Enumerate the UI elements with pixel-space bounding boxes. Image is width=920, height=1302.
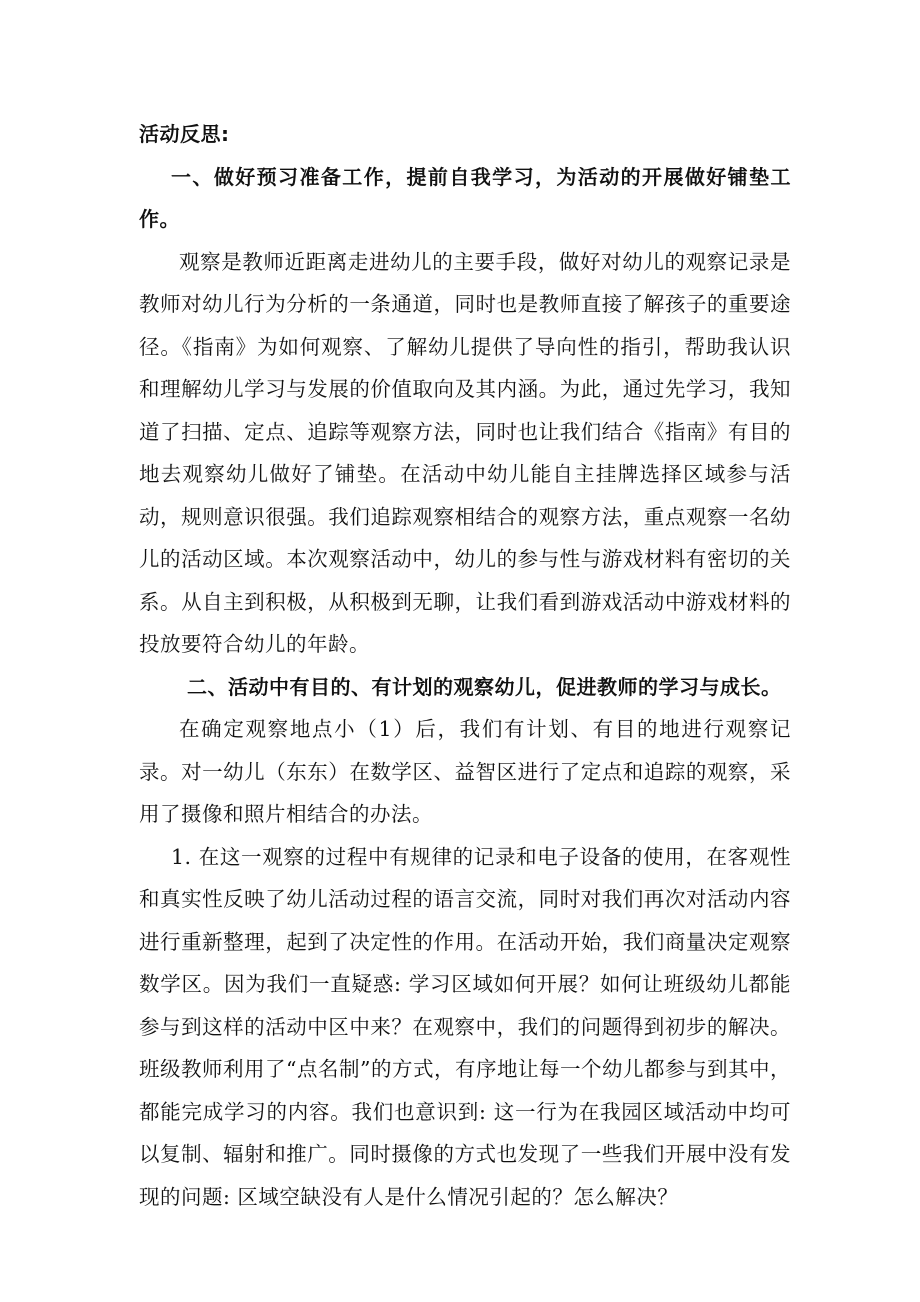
document-body (139, 113, 791, 1218)
numbered-item-1: 1. 在这一观察的过程中有规律的记录和电子设备的使用，在客观性和真实性反映了幼儿活动过程的语言交流，同时对我们再次对活动内容进行重新整理，起到了决定性的作用。在活动开始，我们商量决定观察数学区。因为我们一直疑惑: 学习区域如何开展？如何让班级幼儿都能参与到这样的活动中区中来？在观察中，我们的问题得到初步的解决。班级教师利用了“点名制”的方式，有序地让每一个幼儿都参与到其中，都能完成学习的内容。我们也意识到: 这一行为在我园区域活动中均可以复制、辐射和推广。同时摄像的方式也发现了一些我们开展中没有发现的问题: 区域空缺没有人是什么情况引起的？怎么解决？ (139, 844, 791, 1209)
section-2-paragraph: 在确定观察地点小（1）后，我们有计划、有目的地进行观察记录。对一幼儿（东东）在数学区、益智区进行了定点和追踪的观察，采用了摄像和照片相结合的办法。 (139, 717, 791, 826)
section-2-title: 二、活动中有目的、有计划的观察幼儿，促进教师的学习与成长。 (187, 674, 782, 699)
section-1-title: 一、做好预习准备工作，提前自我学习，为活动的开展做好铺垫工作。 (139, 164, 791, 231)
reflection-heading: 活动反思: (139, 122, 230, 146)
section-1-paragraph: 观察是教师近距离走进幼儿的主要手段，做好对幼儿的观察记录是教师对幼儿行为分析的一条通道，同时也是教师直接了解孩子的重要途径。《指南》为如何观察、了解幼儿提供了导向性的指引，帮助我认识和理解幼儿学习与发展的价值取向及其内涵。为此，通过先学习，我知道了扫描、定点、追踪等观察方法，同时也让我们结合《指南》有目的地去观察幼儿做好了铺垫。在活动中幼儿能自主挂牌选择区域参与活动，规则意识很强。我们追踪观察相结合的观察方法，重点观察一名幼儿的活动区域。本次观察活动中，幼儿的参与性与游戏材料有密切的关系。从自主到积极，从积极到无聊，让我们看到游戏活动中游戏材料的投放要符合幼儿的年龄。 (139, 249, 791, 656)
